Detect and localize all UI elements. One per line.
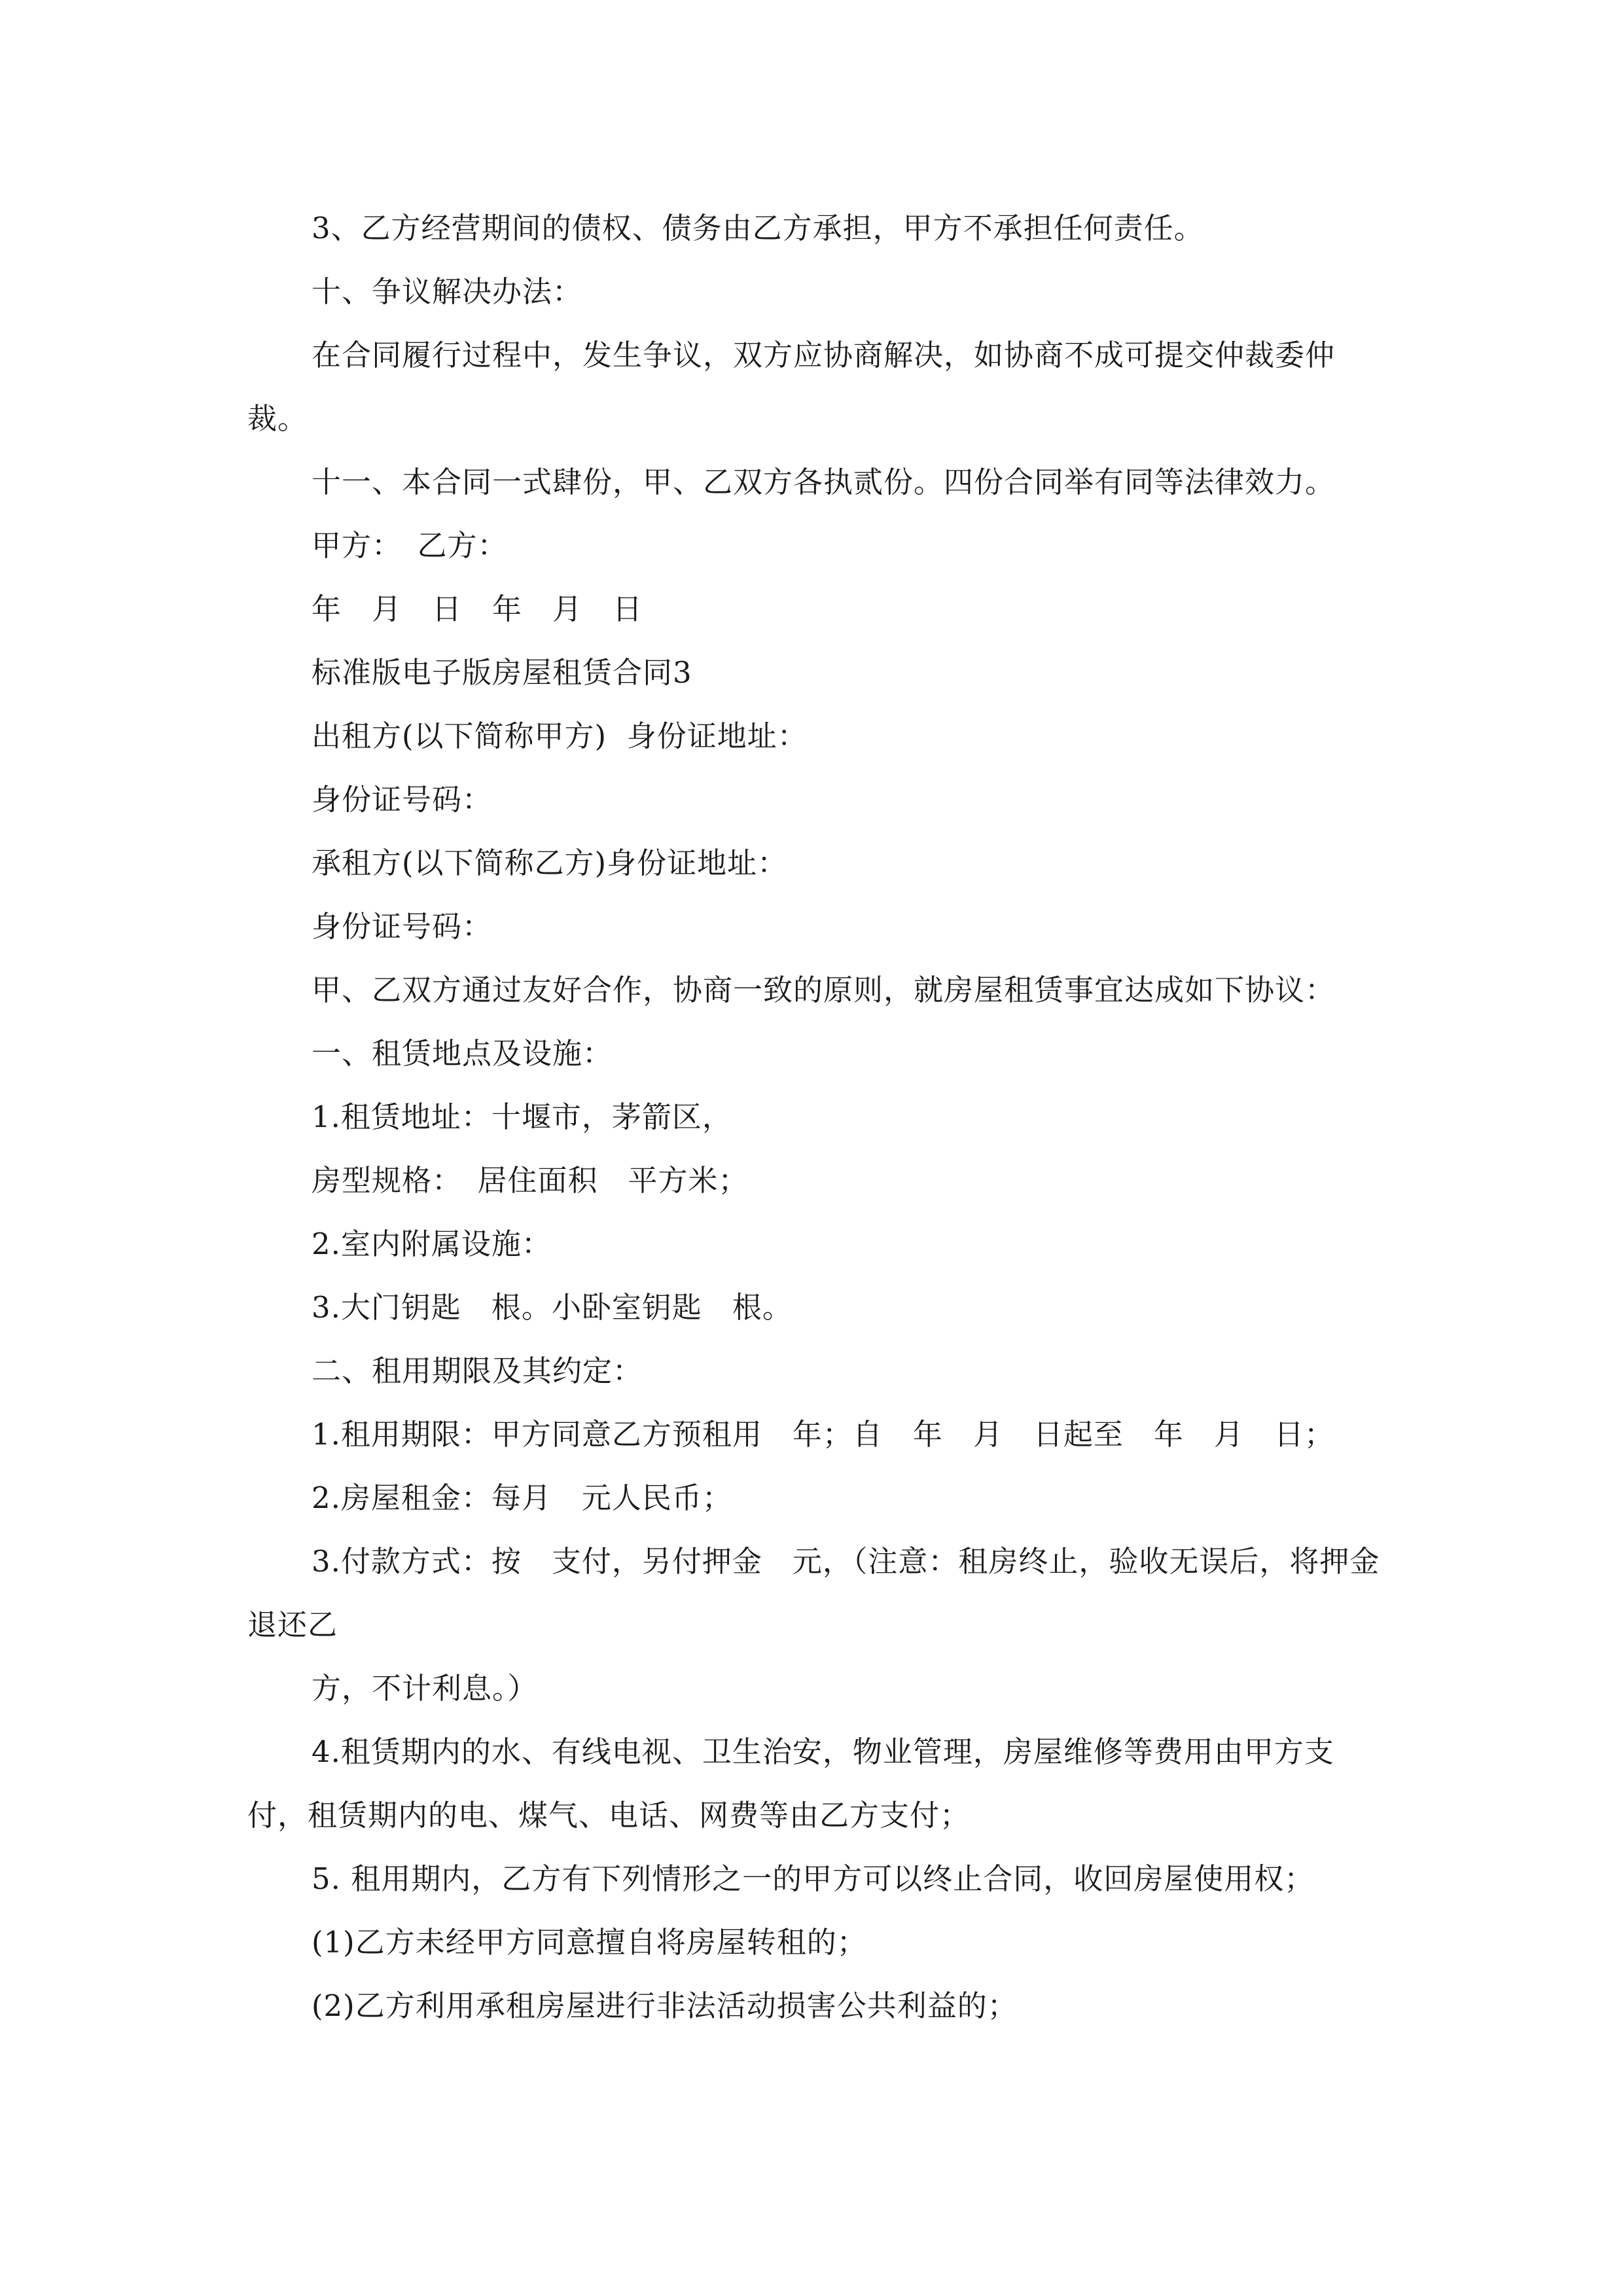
paragraph: 5. 租用期内，乙方有下列情形之一的甲方可以终止合同，收回房屋使用权；: [312, 1861, 1315, 1896]
paragraph: 1.租赁地址：十堰市，茅箭区，: [312, 1100, 732, 1134]
list-item: (1)乙方未经甲方同意擅自将房屋转租的；: [312, 1925, 867, 1960]
paragraph: 身份证号码：: [312, 782, 493, 817]
paragraph: 承租方(以下简称乙方)身份证地址：: [312, 846, 788, 880]
paragraph: 3.付款方式：按 支付，另付押金 元，（注意：租房终止，验收无误后，将押金退还乙: [247, 1544, 1380, 1642]
paragraph: 4.租赁期内的水、有线电视、卫生治安，物业管理，房屋维修等费用由甲方支付，租赁期内的电、煤气、电话、网费等由乙方支付；: [247, 1734, 1334, 1833]
list-item: (2)乙方利用承租房屋进行非法活动损害公共利益的；: [312, 1988, 1018, 2023]
paragraph: 1.租用期限：甲方同意乙方预租用 年；自 年 月 日起至 年 月 日；: [312, 1417, 1334, 1452]
document-body: [247, 196, 1386, 2037]
paragraph: 2.房屋租金：每月 元人民币；: [312, 1480, 732, 1515]
paragraph: 3、乙方经营期间的债权、债务由乙方承担，甲方不承担任何责任。: [312, 211, 1204, 245]
section-heading: 十、争议解决办法：: [312, 274, 583, 309]
paragraph: 方，不计利息。）: [312, 1671, 538, 1706]
paragraph: 甲、乙双方通过友好合作，协商一致的原则，就房屋租赁事宜达成如下协议：: [312, 973, 1336, 1007]
contract-title: 标准版电子版房屋租赁合同3: [312, 655, 692, 690]
paragraph: 十一、本合同一式肆份，甲、乙双方各执贰份。四份合同举有同等法律效力。: [312, 465, 1336, 499]
paragraph: 3.大门钥匙 根。小卧室钥匙 根。: [312, 1290, 793, 1325]
section-heading: 二、租用期限及其约定：: [312, 1354, 643, 1388]
date-line: 年 月 日 年 月 日: [312, 592, 643, 626]
paragraph: 在合同履行过程中，发生争议，双方应协商解决，如协商不成可提交仲裁委仲裁。: [247, 338, 1336, 436]
paragraph: 房型规格： 居住面积 平方米；: [312, 1163, 749, 1198]
section-heading: 一、租赁地点及设施：: [312, 1036, 613, 1071]
paragraph: 出租方(以下简称甲方) 身份证地址：: [312, 719, 808, 753]
paragraph: 2.室内附属设施：: [312, 1227, 552, 1261]
signature-line: 甲方： 乙方：: [312, 528, 508, 563]
paragraph: 身份证号码：: [312, 909, 493, 944]
